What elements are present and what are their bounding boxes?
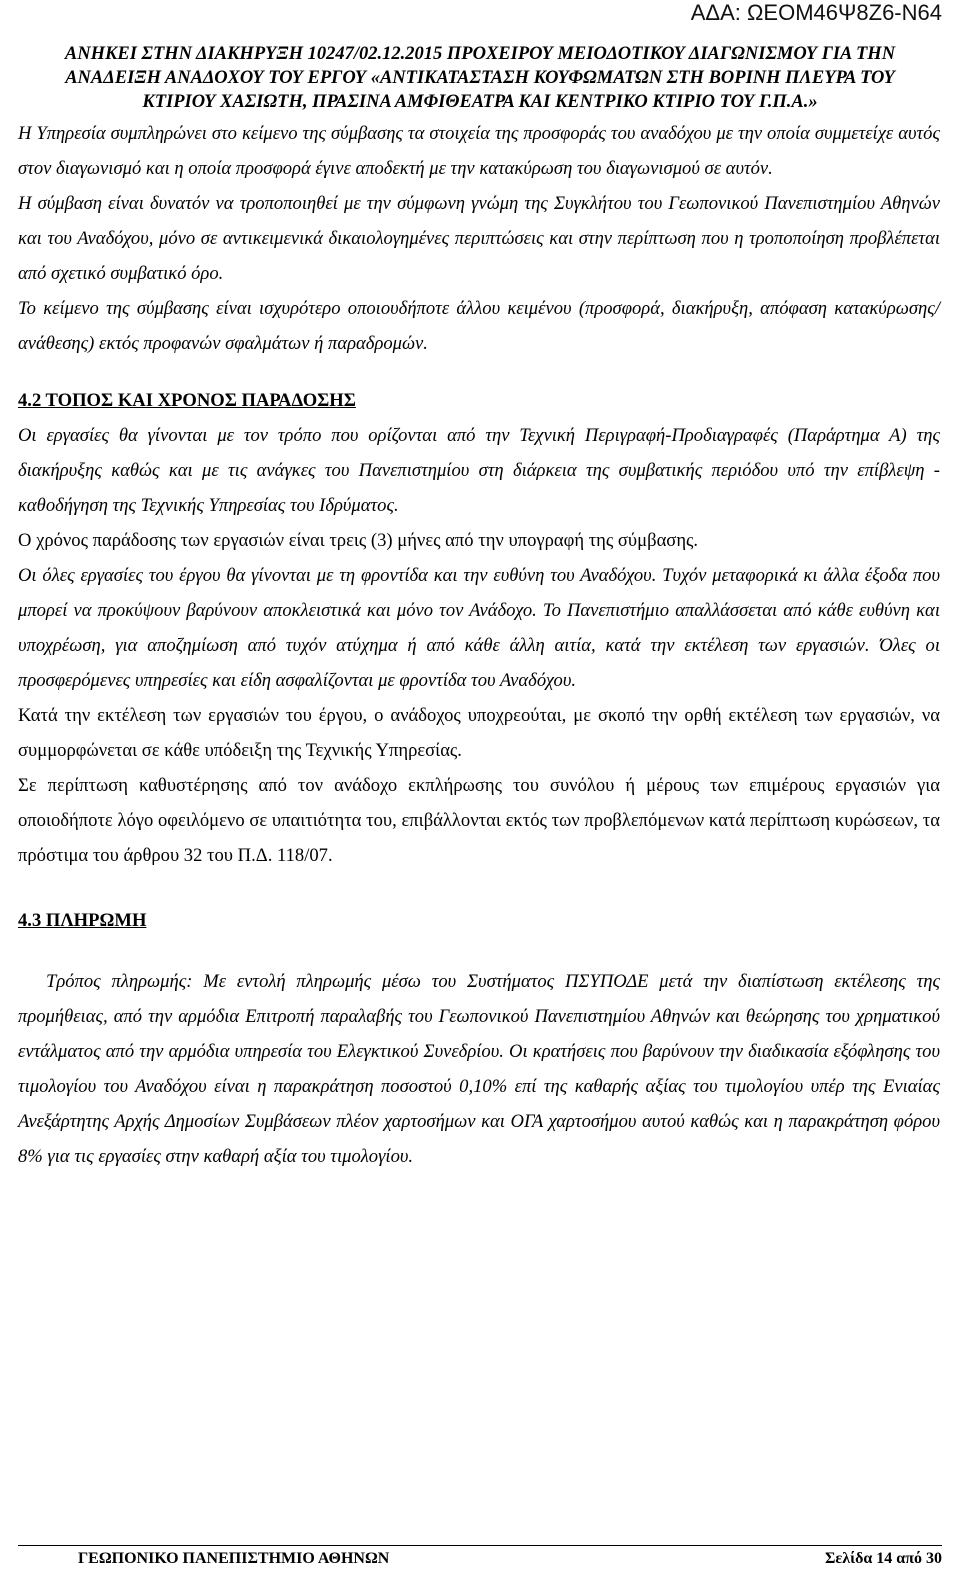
footer-institution: ΓΕΩΠΟΝΙΚΟ ΠΑΝΕΠΙΣΤΗΜΙΟ ΑΘΗΝΩΝ [78, 1550, 390, 1567]
paragraph-delay-penalties: Σε περίπτωση καθυστέρησης από τον ανάδοχο εκπλήρωσης του συνόλου ή μέρους των επιμέρους εργασιών για οποιοδήποτε λόγο οφειλόμενο σε υπαιτιότητα του, επιβάλλονται εκτός των προβλεπόμενων κατά περίπτωση κυρώσεων, τα πρόστιμα του άρθρου 32 του Π.Δ. 118/07. [18, 775, 940, 866]
header-line-3: ΚΤΙΡΙΟΥ ΧΑΣΙΩΤΗ, ΠΡΑΣΙΝΑ ΑΜΦΙΘΕΑΤΡΑ ΚΑΙ ΚΕΝΤΡΙΚΟ ΚΤΙΡΙΟ ΤΟΥ Γ.Π.Α.» [142, 92, 818, 112]
header-line-2: ΑΝΑΔΕΙΞΗ ΑΝΑΔΟΧΟΥ ΤΟΥ ΕΡΓΟΥ «ΑΝΤΙΚΑΤΑΣΤΑΣΗ ΚΟΥΦΩΜΑΤΩΝ ΣΤΗ ΒΟΡΙΝΗ ΠΛΕΥΡΑ ΤΟΥ [65, 68, 895, 88]
paragraph-payment-method: Τρόπος πληρωμής: Με εντολή πληρωμής μέσω του Συστήματος ΠΣΥΠΟΔΕ μετά την διαπίστωση εκτέλεσης της προμήθειας, από την αρμόδια Επιτροπή παραλαβής του Γεωπονικού Πανεπιστημίου Αθηνών και θεώρησης του χρηματικού εντάλματος από την αρμόδια υπηρεσία του Ελεγκτικού Συνεδρίου. Οι κρατήσεις που βαρύνουν την διαδικασία εξόφλησης του τιμολογίου του Αναδόχου είναι η παρακράτηση ποσοστού 0,10% επί της καθαρής αξίας του τιμολογίου υπέρ της Ενιαίας Ανεξάρτητης Αρχής Δημοσίων Συμβάσεων πλέον χαρτοσήμων και ΟΓΑ χαρτοσήμου αυτού καθώς και η παρακράτηση φόρου 8% για τις εργασίες στην καθαρή αξία του τιμολογίου. [18, 971, 940, 1167]
paragraph-contractor-responsibility: Οι όλες εργασίες του έργου θα γίνονται με τη φροντίδα και την ευθύνη του Αναδόχου. Τυχόν μεταφορικά κι άλλα έξοδα που μπορεί να προκύψουν βαρύνουν αποκλειστικά και μόνο τον Ανάδοχο. Το Πανεπιστήμιο απαλλάσσεται από κάθε ευθύνη και υποχρέωση, για αποζημίωση από τυχόν ατύχημα ή από κάθε άλλη αιτία, κατά την εκτέλεση των εργασιών. Όλες οι προσφερόμενες υπηρεσίες και είδη ασφαλίζονται με φροντίδα του Αναδόχου. [18, 565, 940, 691]
section-heading-4-2: 4.2 ΤΟΠΟΣ ΚΑΙ ΧΡΟΝΟΣ ΠΑΡΑΔΟΣΗΣ [18, 390, 356, 411]
document-body [18, 116, 940, 1174]
paragraph-contract-offer: Η Υπηρεσία συμπληρώνει στο κείμενο της σύμβασης τα στοιχεία της προσφοράς του αναδόχου με την οποία συμμετείχε αυτός στον διαγωνισμό και η οποία προσφορά έγινε αποδεκτή με την κατακύρωση του διαγωνισμού σε αυτόν. [18, 123, 940, 179]
document-header [18, 42, 942, 114]
paragraph-contract-precedence: Το κείμενο της σύμβασης είναι ισχυρότερο οποιουδήποτε άλλου κειμένου (προσφορά, διακήρυξη, απόφαση κατακύρωσης/ανάθεσης) εκτός προφανών σφαλμάτων ή παραδρομών. [18, 298, 940, 354]
ada-code: ΑΔΑ: ΩΕΟΜ46Ψ8Ζ6-Ν64 [690, 0, 942, 25]
header-line-1: ΑΝΗΚΕΙ ΣΤΗΝ ΔΙΑΚΗΡΥΞΗ 10247/02.12.2015 ΠΡΟΧΕΙΡΟΥ ΜΕΙΟΔΟΤΙΚΟΥ ΔΙΑΓΩΝΙΣΜΟΥ ΓΙΑ ΤΗΝ [64, 44, 896, 64]
paragraph-compliance: Κατά την εκτέλεση των εργασιών του έργου, ο ανάδοχος υποχρεούται, με σκοπό την ορθή εκτέλεση των εργασιών, να συμμορφώνεται σε κάθε υπόδειξη της Τεχνικής Υπηρεσίας. [18, 705, 940, 761]
footer-page-number: Σελίδα 14 από 30 [824, 1550, 942, 1567]
section-heading-4-3: 4.3 ΠΛΗΡΩΜΗ [18, 910, 147, 931]
paragraph-delivery-time: Ο χρόνος παράδοσης των εργασιών είναι τρεις (3) μήνες από την υπογραφή της σύμβασης. [18, 530, 699, 551]
footer-divider [18, 1545, 942, 1546]
paragraph-works-method: Οι εργασίες θα γίνονται με τον τρόπο που ορίζονται από την Τεχνική Περιγραφή-Προδιαγραφές (Παράρτημα Α) της διακήρυξης καθώς και με τις ανάγκες του Πανεπιστημίου στη διάρκεια της συμβατικής περιόδου υπό την επίβλεψη - καθοδήγηση της Τεχνικής Υπηρεσίας του Ιδρύματος. [18, 425, 940, 516]
paragraph-contract-amendment: Η σύμβαση είναι δυνατόν να τροποποιηθεί με την σύμφωνη γνώμη της Συγκλήτου του Γεωπονικού Πανεπιστημίου Αθηνών και του Αναδόχου, μόνο σε αντικειμενικά δικαιολογημένες περιπτώσεις και στην περίπτωση που η τροποποίηση προβλέπεται από σχετικό συμβατικό όρο. [18, 193, 940, 284]
